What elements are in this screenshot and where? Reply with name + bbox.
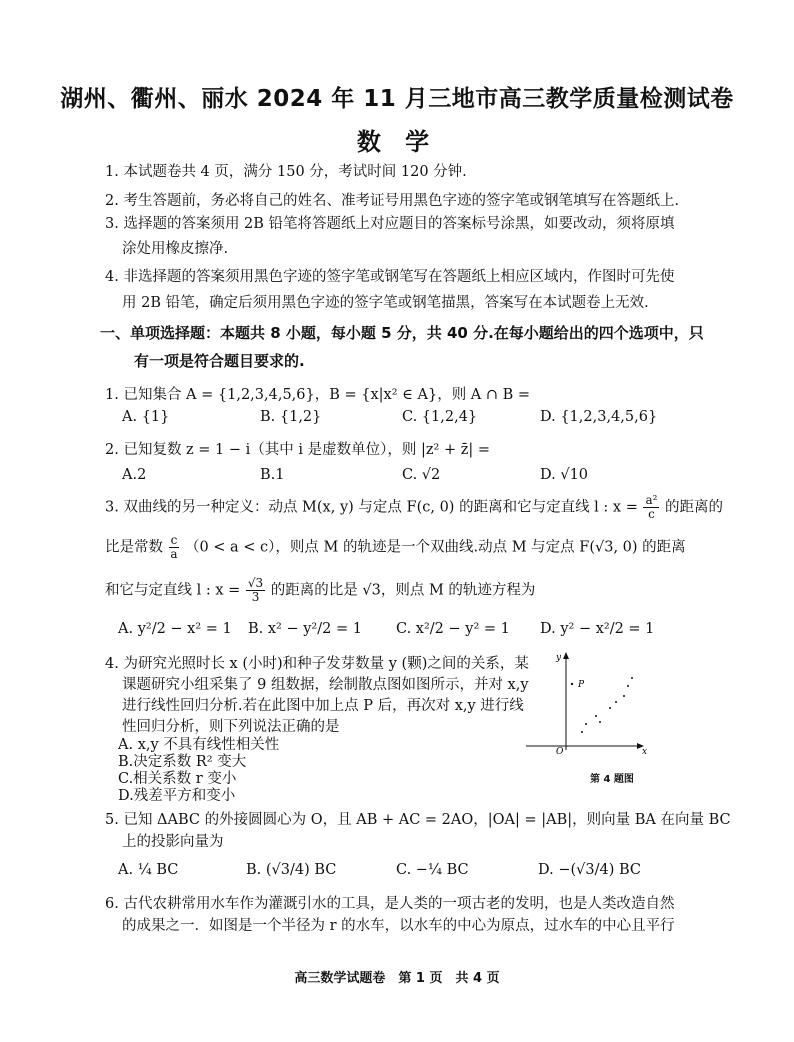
q1-stem: 1. 已知集合 A = {1,2,3,4,5,6}，B = {x|x² ∈ A}，则 A ∩ B = — [105, 387, 531, 403]
q5-line-1: 5. 已知 ΔABC 的外接圆圆心为 O，且 AB + AC = 2AO，|OA| = |AB|，则向量 BA 在向量 BC — [105, 812, 731, 828]
q3-frac3-num: √3 — [247, 576, 264, 590]
q4-figure-caption: 第 4 题图 — [590, 774, 634, 785]
q4-option-a: A. x,y 不具有线性相关性 — [118, 737, 280, 753]
q1-option-a: A. {1} — [122, 409, 170, 425]
q3-line-2-text: 比是常数 — [105, 539, 163, 556]
q3-line-2-tail: （0 < a < c），则点 M 的轨迹是一个双曲线.动点 M 与定点 F(√3, 0) 的距离 — [184, 539, 686, 556]
q3-frac-num: a² — [645, 493, 658, 507]
q1-option-b: B. {1,2} — [260, 409, 322, 425]
note-3: 3. 选择题的答案须用 2B 铅笔将答题纸上对应题目的答案标号涂黑，如要改动，须将原填 — [105, 216, 675, 232]
scatter-point — [623, 695, 625, 697]
q3-option-d: D. y² − x²/2 = 1 — [540, 621, 655, 637]
q2-option-a: A.2 — [122, 467, 147, 483]
scatter-point — [585, 723, 587, 725]
q2-option-d: D. √10 — [540, 467, 589, 483]
scatter-point — [595, 715, 597, 717]
exam-title: 湖州、衢州、丽水 2024 年 11 月三地市高三教学质量检测试卷 — [60, 86, 734, 112]
q6-line-1: 6. 古代农耕常用水车作为灌溉引水的工具，是人类的一项古老的发明，也是人类改造自然 — [105, 896, 675, 912]
q1-option-d: D. {1,2,3,4,5,6} — [540, 409, 658, 425]
q4-line-3: 进行线性回归分析.若在此图中加上点 P 后，再次对 x,y 进行线 — [122, 698, 524, 714]
scatter-point — [609, 707, 611, 709]
y-axis-arrow — [563, 652, 569, 659]
point-p — [571, 683, 573, 685]
q3-frac2-den: a — [170, 547, 178, 561]
q3-option-b: B. x² − y²/2 = 1 — [248, 621, 362, 637]
q3-option-c: C. x²/2 − y² = 1 — [396, 621, 510, 637]
q2-option-b: B.1 — [260, 467, 285, 483]
q2-stem: 2. 已知复数 z = 1 − i（其中 i 是虚数单位），则 |z² + z̄| = — [105, 442, 490, 458]
q4-option-d: D.残差平方和变小 — [118, 788, 236, 804]
q1-option-c: C. {1,2,4} — [402, 409, 478, 425]
q6-line-2: 的成果之一．如图是一个半径为 r 的水车，以水车的中心为原点，过水车的中心且平行 — [122, 918, 675, 934]
scatter-point — [599, 721, 601, 723]
q4-line-1: 4. 为研究光照时长 x (小时)和种子发芽数量 y (颗)之间的关系，某 — [105, 656, 529, 672]
q4-line-4: 性回归分析，则下列说法正确的是 — [122, 719, 340, 735]
q2-option-c: C. √2 — [402, 467, 441, 483]
note-2: 2. 考生答题前，务必将自己的姓名、准考证号用黑色字迹的签字笔或钢笔填写在答题纸上. — [105, 193, 680, 209]
scatter-point — [627, 685, 629, 687]
scatter-point — [631, 677, 633, 679]
q4-line-2: 课题研究小组采集了 9 组数据，绘制散点图如图所示，并对 x,y — [122, 677, 529, 693]
q3-fraction-sqrt3-3 — [246, 577, 265, 604]
section-heading: 一、单项选择题：本题共 8 小题，每小题 5 分，共 40 分.在每小题给出的四个选项中，只 — [100, 324, 704, 342]
exam-subject: 数 学 — [356, 128, 438, 156]
q4-scatter-figure — [520, 650, 660, 790]
note-1: 1. 本试题卷共 4 页，满分 150 分，考试时间 120 分钟. — [105, 164, 467, 180]
q5-option-b: B. (√3/4) BC — [246, 862, 337, 878]
scatter-point — [615, 701, 617, 703]
q4-option-b: B.决定系数 R² 变大 — [118, 754, 247, 770]
scatter-point — [581, 731, 583, 733]
q3-line-2 — [105, 534, 686, 561]
q3-line-3-text: 和它与定直线 l : x = — [105, 582, 241, 599]
q3-line-3-tail: 的距离的比是 √3，则点 M 的轨迹方程为 — [270, 582, 536, 599]
origin-label: O — [556, 747, 564, 757]
q3-fraction-a2-c — [643, 494, 659, 521]
y-axis-label: y — [556, 653, 562, 663]
q3-line-1-tail: 的距离的 — [665, 499, 724, 516]
q3-frac-den: c — [648, 507, 655, 521]
q3-line-1-text: 3. 双曲线的另一种定义：动点 M(x, y) 与定点 F(c, 0) 的距离和它与定直线 l : x = — [105, 499, 638, 516]
q5-option-a: A. ¼ BC — [118, 862, 179, 878]
point-p-label: P — [578, 680, 585, 690]
section-heading-cont: 有一项是符合题目要求的. — [134, 352, 305, 370]
q3-line-1 — [105, 494, 723, 521]
note-4: 4. 非选择题的答案须用黑色字迹的签字笔或钢笔写在答题纸上相应区域内，作图时可先使 — [105, 269, 675, 285]
note-3-cont: 涂处用橡皮擦净. — [122, 241, 229, 257]
page-footer: 高三数学试题卷 第 1 页 共 4 页 — [294, 971, 500, 986]
q4-option-c: C.相关系数 r 变小 — [118, 771, 237, 787]
q5-line-2: 上的投影向量为 — [122, 834, 224, 850]
q3-line-3 — [105, 577, 535, 604]
x-axis-label: x — [642, 747, 648, 757]
q3-fraction-c-a — [169, 534, 180, 561]
q5-option-d: D. −(√3/4) BC — [538, 862, 641, 878]
q5-option-c: C. −¼ BC — [396, 862, 469, 878]
note-4-cont: 用 2B 铅笔，确定后须用黑色字迹的签字笔或钢笔描黑，答案写在本试题卷上无效. — [122, 295, 649, 311]
q3-option-a: A. y²/2 − x² = 1 — [118, 621, 232, 637]
scatter-points — [581, 677, 633, 733]
q3-frac2-num: c — [170, 533, 178, 547]
q3-frac3-den: 3 — [251, 590, 260, 604]
